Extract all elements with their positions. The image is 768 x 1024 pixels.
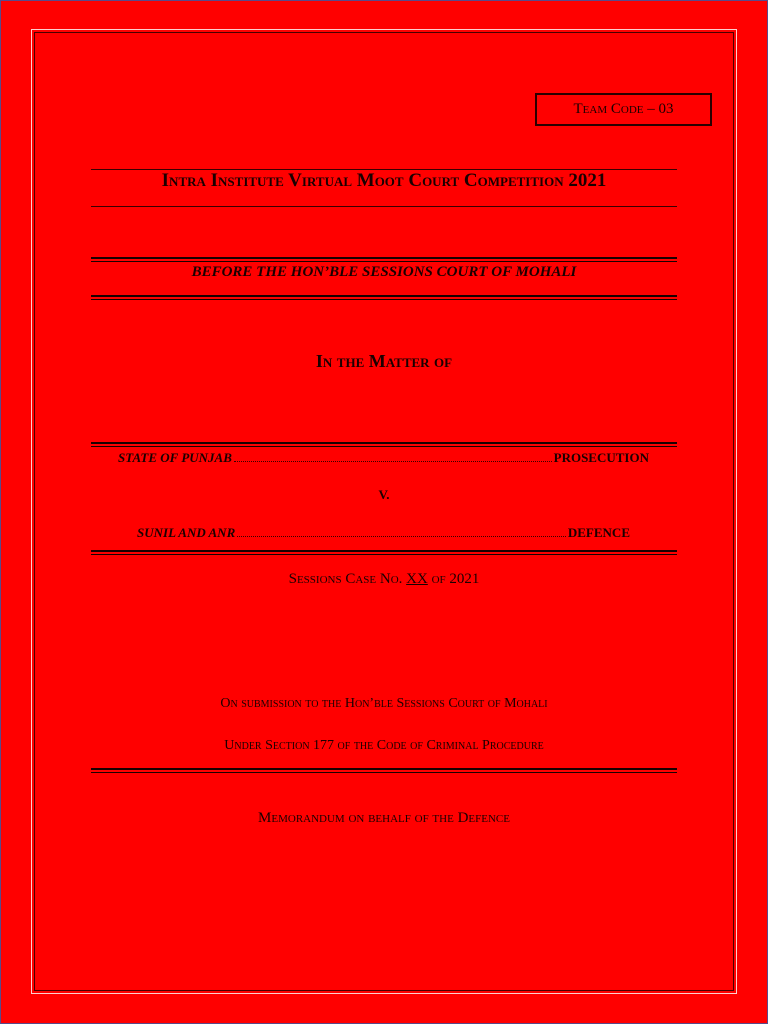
competition-title: Intra Institute Virtual Moot Court Competition 2021 [161,170,607,191]
parties-bottom-rule [91,550,677,555]
court-top-rule [91,257,677,262]
competition-bottom-rule [91,206,677,207]
defence-row [91,525,677,541]
versus-label: V. [378,487,390,502]
in-the-matter-heading: In the Matter of [315,351,453,371]
case-number-prefix: Sessions Case No. [288,571,403,587]
submission-line: On submission to the Hon’ble Sessions Court of Mohali [220,696,548,711]
prosecution-row [91,450,677,466]
defence-role: DEFENCE [567,525,630,540]
court-heading: BEFORE THE HON’BLE SESSIONS COURT OF MOHALI [191,264,577,280]
memorandum-line: Memorandum on behalf of the Defence [258,810,510,826]
defence-dots [237,536,566,537]
section-bottom-rule [91,768,677,773]
case-number-value: XX [406,571,428,587]
prosecution-name: STATE OF PUNJAB [118,450,232,465]
prosecution-role: PROSECUTION [553,450,649,465]
prosecution-dots [234,461,552,462]
case-number-line [91,571,677,588]
parties-top-rule [91,442,677,447]
case-number-suffix: of 2021 [431,571,480,587]
section-line: Under Section 177 of the Code of Criminal Procedure [224,738,544,753]
team-code-box: Team Code – 03 [535,93,712,126]
defence-name: SUNIL AND ANR [137,525,236,540]
court-bottom-rule [91,295,677,300]
